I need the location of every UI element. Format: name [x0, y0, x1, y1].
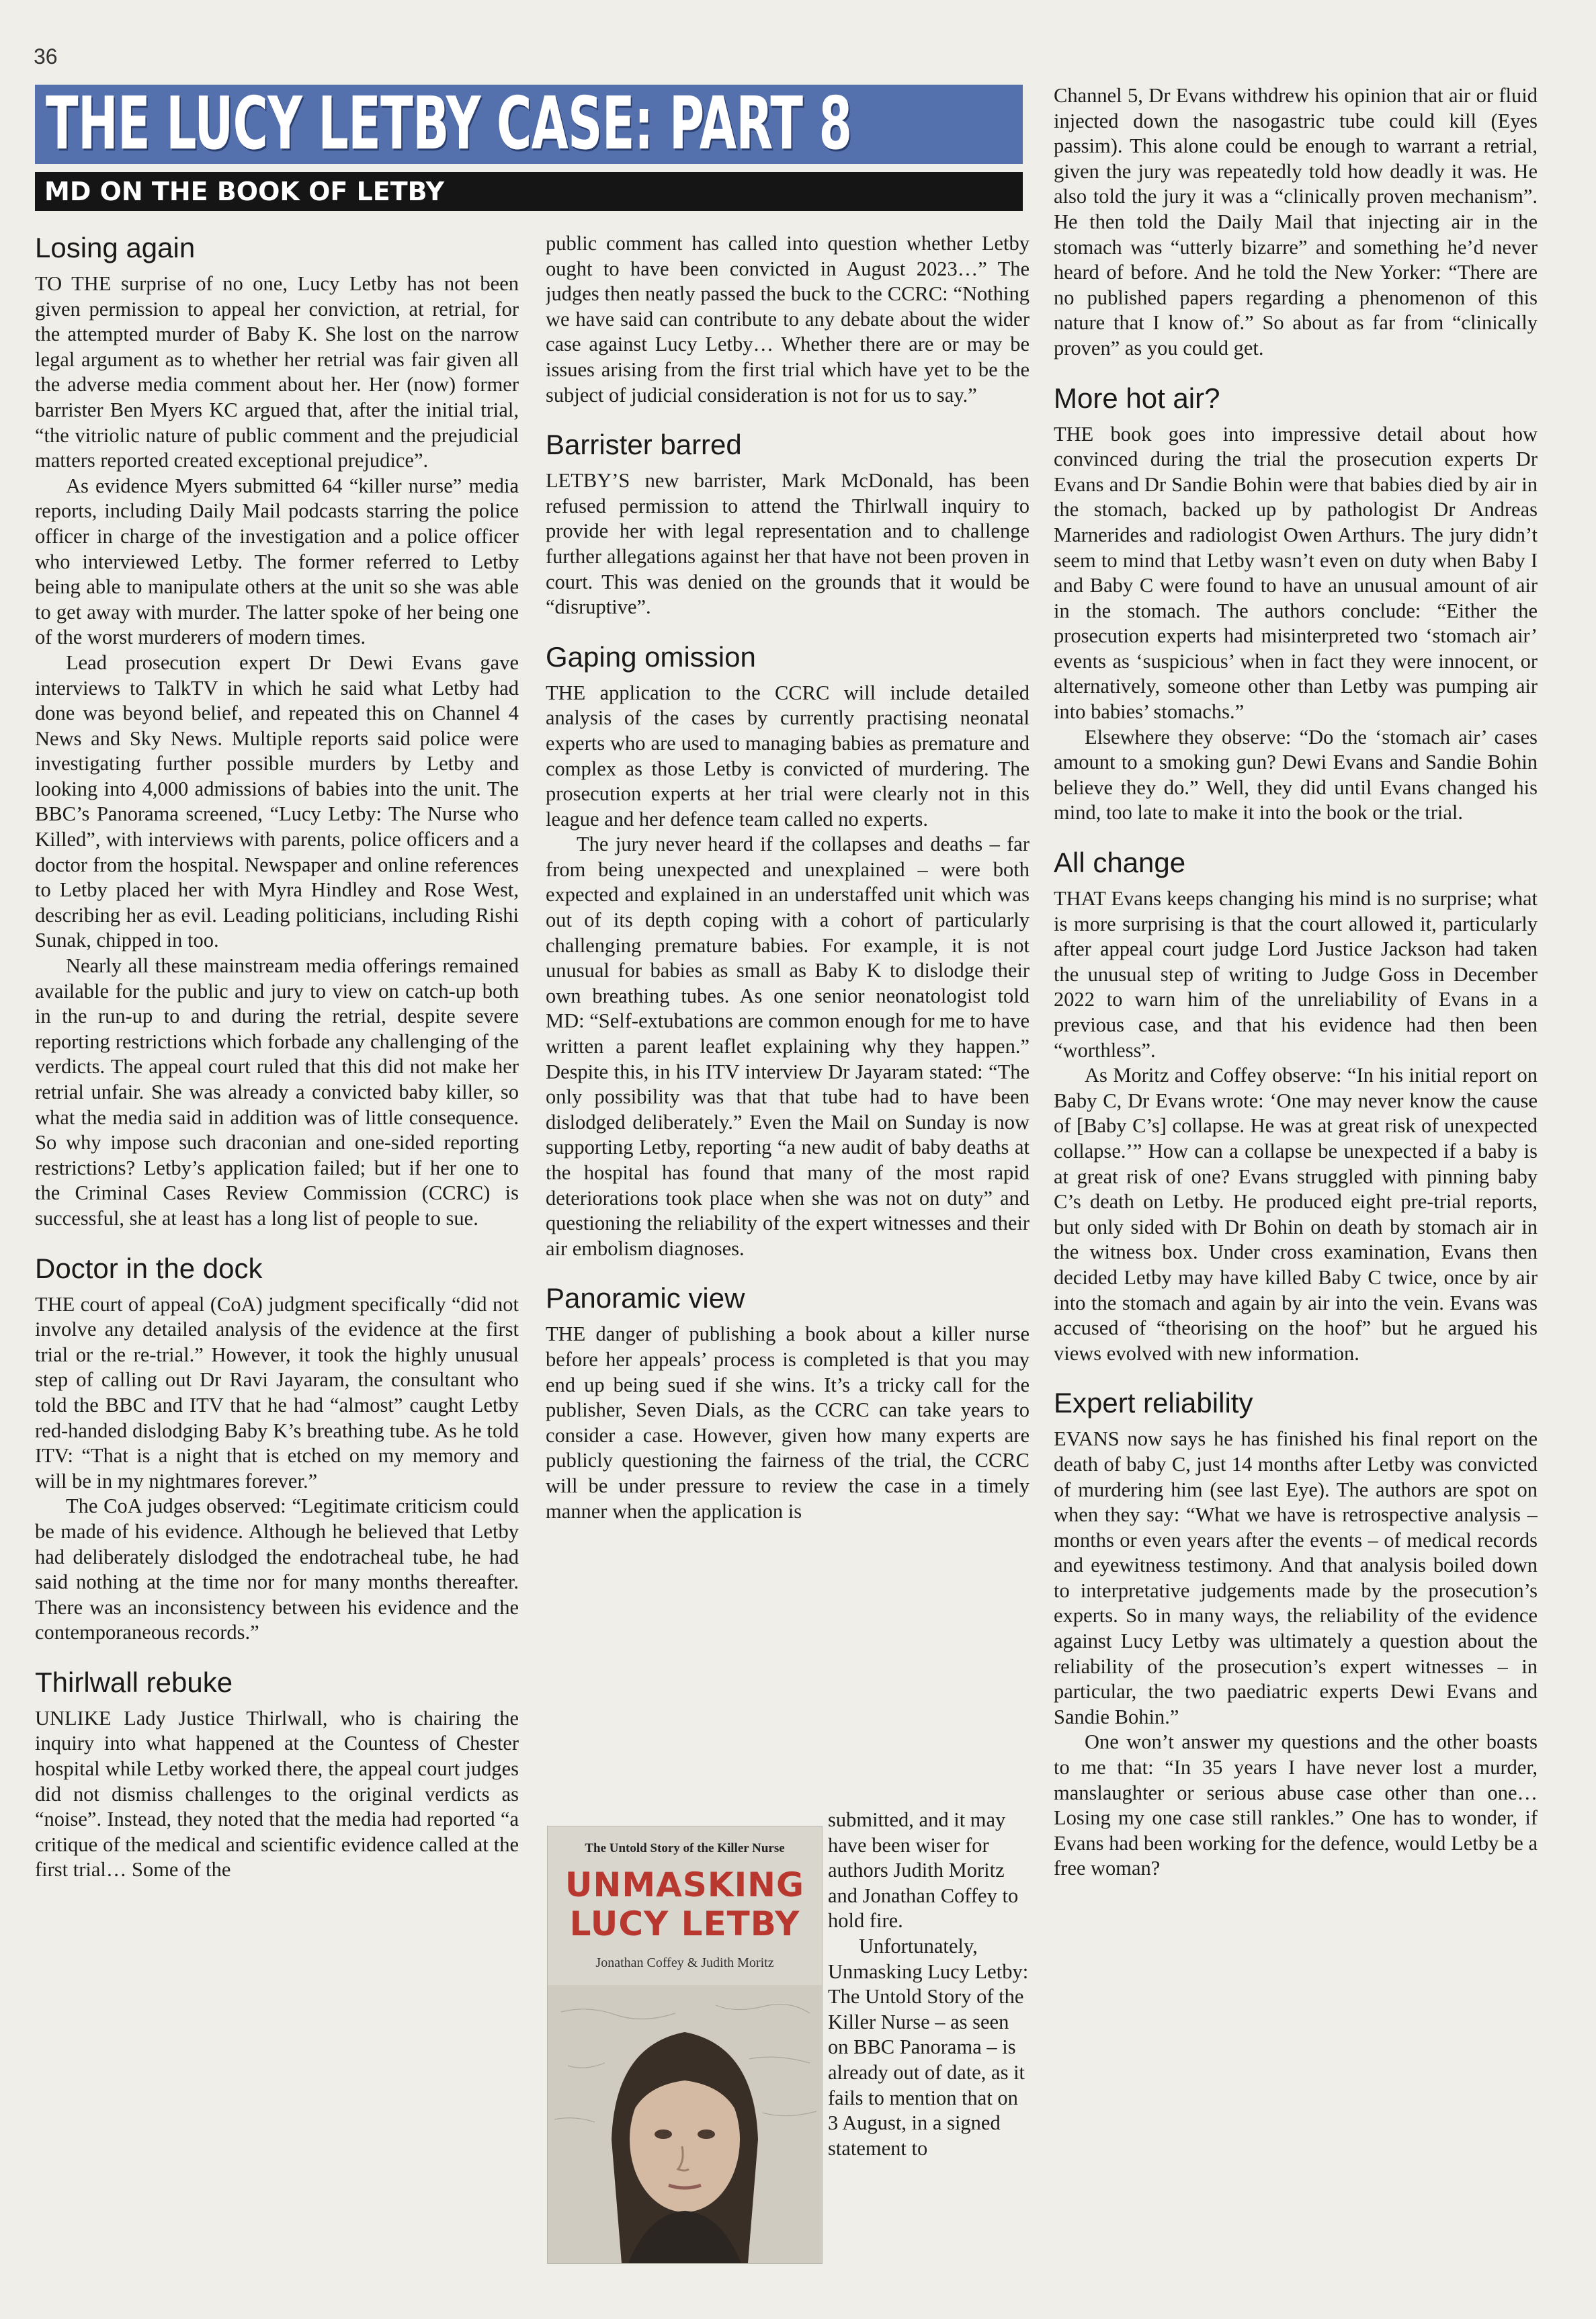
book-title-line-2: LUCY LETBY — [569, 1904, 800, 1943]
paragraph: THE application to the CCRC will include detailed analysis of the cases by currently practising neonatal experts who are used to managing babies as premature and complex as those Letby is convicted of murdering. The prosecution experts at her trial were clearly not in this league and her defence team called no experts. — [546, 681, 1030, 831]
paragraph: public comment has called into question whether Letby ought to have been convicted in August 2023…” The judges then neatly passed the buck to the CCRC: “Nothing we have said can contribute to any debate about the wider case against Lucy Letby… Whether there are or may be issues arising from the first trial which have yet to be the subject of judicial consideration is not for us to say.” — [546, 232, 1030, 407]
section-heading-thirlwall-rebuke: Thirlwall rebuke — [35, 1666, 233, 1698]
paragraph: Elsewhere they observe: “Do the ‘stomach air’ cases amount to a smoking gun? Dewi Evans and Sandie Bohin believe they do.” Well, they did until Evans changed his mind, too late to make it into the book or the trial. — [1054, 725, 1538, 825]
column-3 — [1054, 83, 1538, 2261]
paragraph: Unfortunately, Unmasking Lucy Letby: The Untold Story of the Killer Nurse – as seen on BBC Panorama – is already out of date, as it fails to mention that on 3 August, in a signed statement to — [828, 1934, 1029, 2160]
section-heading-gaping-omission: Gaping omission — [546, 640, 756, 673]
paragraph: As evidence Myers submitted 64 “killer nurse” media reports, including Daily Mail podcasts starring the police officer in charge of the investigation and a police officer who interviewed Letby. The former referred to Letby being able to manipulate others at the unit so she was able to get away with murder. The latter spoke of her being one of the worst murderers of modern times. — [35, 474, 519, 649]
paragraph: LETBY’S new barrister, Mark McDonald, has been refused permission to attend the Thirlwall inquiry to provide her with legal representation and to challenge further allegations against her that have not been proven in court. This was denied on the grounds that it would be “disruptive”. — [546, 469, 1030, 619]
book-cover-image — [547, 1826, 823, 2264]
paragraph: submitted, and it may have been wiser for authors Judith Moritz and Jonathan Coffey to hold fire. — [828, 1808, 1019, 1933]
page-number: 36 — [34, 44, 58, 69]
subtitle-banner — [35, 172, 1023, 211]
paragraph: THE danger of publishing a book about a killer nurse before her appeals’ process is completed is that you may end up being sued if she wins. It’s a tricky call for the publisher, Seven Dials, as the CCRC can take years to consider a case. However, given how many experts are publicly questioning the fairness of the trial, the CCRC will be under pressure to review the case in a timely manner when the application is — [546, 1322, 1030, 1523]
section-heading-doctor-in-dock: Doctor in the dock — [35, 1252, 263, 1284]
page-title: THE LUCY LETBY CASE: PART 8 — [46, 85, 852, 164]
paragraph: THE court of appeal (CoA) judgment specifically “did not involve any detailed analysis of the evidence at the first trial or the re-trial.” However, it took the highly unusual step of calling out Dr Ravi Jayaram, the consultant who told the BBC and ITV that he had “almost” caught Letby red-handed dislodging Baby K’s breathing tube. As he told ITV: “That is a night that is etched on my memory and will be in my nightmares forever.” — [35, 1292, 519, 1492]
column-2 — [546, 231, 1030, 1804]
portrait-photo — [548, 1985, 822, 2263]
paragraph: EVANS now says he has finished his final report on the death of baby C, just 14 months after Letby was convicted of murdering him (see last Eye). The authors are spot on when they say: “What we have is retrospective analysis – months or even years after the events – of medical records and eyewitness testimony. And that analysis boiled down to interpretative judgements made by the prosecution’s experts. So in many ways, the reliability of the evidence against Lucy Letby was ultimately a question about the reliability of the prosecution’s expert witnesses – in particular, the two paediatric experts Dewi Evans and Sandie Bohin.” — [1054, 1427, 1538, 1728]
paragraph: TO THE surprise of no one, Lucy Letby has not been given permission to appeal her conviction, at retrial, for the attempted murder of Baby K. She lost on the narrow legal argument as to whether her retrial was fair given all the adverse media comment about her. Her (now) former barrister Ben Myers KC argued that, after the initial trial, “the vitriolic nature of public comment and the prejudicial matters reported created exceptional prejudice”. — [35, 272, 519, 472]
section-heading-losing-again: Losing again — [35, 232, 196, 263]
paragraph: As Moritz and Coffey observe: “In his initial report on Baby C, Dr Evans wrote: ‘One may never know the cause of [Baby C’s] collapse. He was at great risk of unexpected collapse.’” How can a collapse be unexpected if a baby is at great risk of one? Evans struggled with pinning baby C’s death on Letby. He produced eight pre-trial reports, but only sided with Dr Bohin on death by stomach air in the witness box. Under cross examination, Evans then decided Letby may have killed Baby C twice, once by air into the stomach and again by air into the vein. Evans was accused of “theorising on the hoof” but he argued his views evolved with new information. — [1054, 1064, 1538, 1365]
section-heading-panoramic-view: Panoramic view — [546, 1282, 745, 1314]
section-heading-more-hot-air: More hot air? — [1054, 382, 1220, 414]
paragraph: Nearly all these mainstream media offerings remained available for the public and jury to view on catch-up both in the run-up to and during the retrial, despite severe reporting restrictions which forbade any challenging of the verdicts. The appeal court ruled that this did not make her retrial unfair. She was already a convicted baby killer, so what the media said in addition was of little consequence. So why impose such draconian and one-sided reporting restrictions? Letby’s application failed; but if her one to the Criminal Cases Review Commission (CCRC) is successful, she at least has a long list of people to sue. — [35, 954, 519, 1230]
paragraph: THAT Evans keeps changing his mind is no surprise; what is more surprising is that the court allowed it, particularly after appeal court judge Lord Justice Jackson had taken the unusual step of writing to Judge Goss in December 2022 to warn him of the unreliability of Evans in a previous case, and that his evidence had then been “worthless”. — [1054, 887, 1538, 1062]
book-tagline: The Untold Story of the Killer Nurse — [585, 1841, 785, 1855]
book-title-line-1: UNMASKING — [564, 1865, 805, 1904]
column-1 — [35, 231, 519, 2247]
book-title — [548, 1865, 822, 1943]
book-authors: Jonathan Coffey & Judith Moritz — [595, 1955, 774, 1970]
paragraph: Channel 5, Dr Evans withdrew his opinion that air or fluid injected down the nasogastric tube could kill (Eyes passim). This alone could be enough to warrant a retrial, given the jury was repeatedly told how deadly it was. He also told the jury it was a “clinically proven mechanism”. He then told the Daily Mail that injecting air in the stomach was “utterly bizarre” and something he’d never heard of before. And he told the New Yorker: “There are no published papers regarding a phenomenon of this nature that I know of.” So about as far from “clinically proven” as you could get. — [1054, 84, 1538, 360]
section-heading-expert-reliability: Expert reliability — [1054, 1387, 1253, 1419]
paragraph: THE book goes into impressive detail about how convinced during the trial the prosecution experts Dr Evans and Dr Sandie Bohin were that babies died by air in the stomach, backed up by pathologist Dr Andreas Marnerides and radiologist Owen Arthurs. The jury didn’t seem to mind that Letby wasn’t even on duty when Baby I and Baby C were found to have an unusual amount of air in the stomach. The authors conclude: “Either the prosecution experts had misinterpreted two ‘stomach air’ events as ‘suspicious’ when in fact they were innocent, or alternatively, someone other than Letby was pumping air into babies’ stomachs.” — [1054, 422, 1538, 724]
section-heading-all-change: All change — [1054, 847, 1186, 879]
section-heading-barrister-barred: Barrister barred — [546, 429, 742, 461]
paragraph: The CoA judges observed: “Legitimate criticism could be made of his evidence. Although he believed that Letby had deliberately dislodged the endotracheal tube, he had said nothing at the time nor for many months thereafter. There was an inconsistency between his evidence and the contemporaneous records.” — [35, 1494, 519, 1644]
paragraph: Lead prosecution expert Dr Dewi Evans gave interviews to TalkTV in which he said what Letby had done was beyond belief, and repeated this on Channel 4 News and Sky News. Multiple reports said police were investigating further possible murders by Letby and looking into 4,000 admissions of babies into the unit. The BBC’s Panorama screened, “Lucy Letby: The Nurse who Killed”, with interviews with parents, police officers and a doctor from the hospital. Newspaper and online references to Letby placed her with Myra Hindley and Rose West, describing her as evil. Leading politicians, including Rishi Sunak, chipped in too. — [35, 650, 519, 952]
paragraph: One won’t answer my questions and the other boasts to me that: “In 35 years I have never lost a murder, manslaughter or serious abuse case other than one… Losing my one case still rankles.” One has to wonder, if Evans had been working for the defence, would Letby be a free woman? — [1054, 1730, 1538, 1880]
page-subtitle: MD ON THE BOOK OF LETBY — [44, 177, 445, 206]
column-2-wrap-text — [828, 1808, 1030, 2161]
paragraph: UNLIKE Lady Justice Thirlwall, who is chairing the inquiry into what happened at the Countess of Chester hospital while Letby worked there, the appeal court judges did not dismiss challenges to the original verdicts as “noise”. Instead, they noted that the media had reported “a critique of the medical and scientific evidence called at the first trial… Some of the — [35, 1706, 519, 1882]
paragraph: The jury never heard if the collapses and deaths – far from being unexpected and unexplained – were both expected and explained in an understaffed unit which was out of its depth coping with a cohort of particularly challenging premature babies. For example, it is not unusual for babies as small as Baby K to dislodge their own breathing tubes. As one senior neonatologist told MD: “Self-extubations are common enough for me to have written a parent leaflet explaining why they happen.” Despite this, in his ITV interview Dr Jayaram stated: “The only possibility was that that tube had to have been dislodged deliberately.” Even the Mail on Sunday is now supporting Letby, reporting “a new audit of baby deaths at the hospital has found that many of the most rapid deteriorations took place when she was not on duty” and questioning the reliability of the expert witnesses and their air embolism diagnoses. — [546, 833, 1030, 1260]
title-banner — [35, 85, 1023, 164]
